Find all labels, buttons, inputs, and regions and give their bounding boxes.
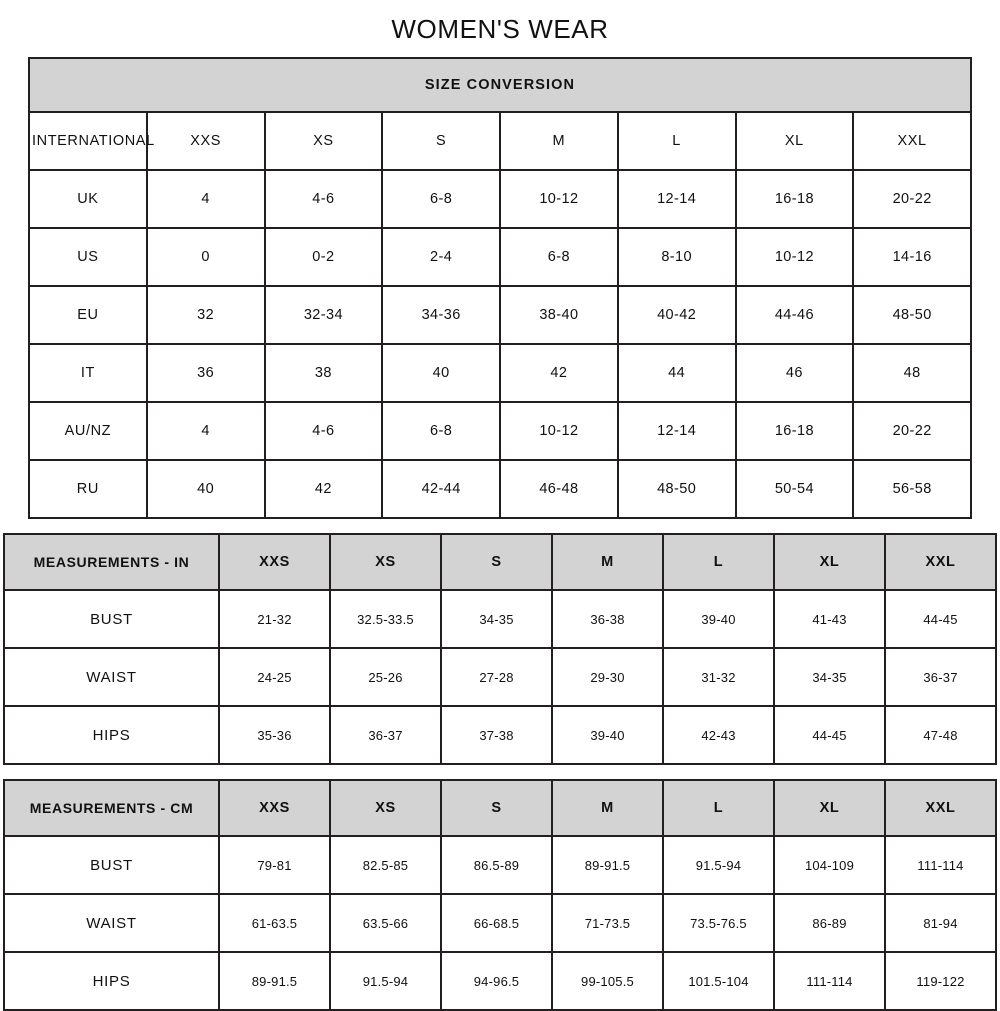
- column-header-in-xl: XL: [774, 534, 885, 590]
- cell-aunz-m: 10-12: [500, 402, 618, 460]
- column-header-in-s: S: [441, 534, 552, 590]
- cell-us-xl: 10-12: [736, 228, 854, 286]
- cell-us-xxs: 0: [147, 228, 265, 286]
- cell-uk-xl: 16-18: [736, 170, 854, 228]
- cell-cm-waist-xs: 63.5-66: [330, 894, 441, 952]
- table-header-row: [29, 112, 971, 170]
- cell-cm-bust-l: 91.5-94: [663, 836, 774, 894]
- cell-cm-waist-xxl: 81-94: [885, 894, 996, 952]
- cell-cm-hips-l: 101.5-104: [663, 952, 774, 1010]
- column-header-cm-xxs: XXS: [219, 780, 330, 836]
- cell-eu-xs: 32-34: [265, 286, 383, 344]
- cell-in-bust-xl: 41-43: [774, 590, 885, 648]
- cell-it-xxs: 36: [147, 344, 265, 402]
- table-row: [29, 170, 971, 228]
- row-label-in-waist: WAIST: [4, 648, 219, 706]
- column-header-cm-xs: XS: [330, 780, 441, 836]
- cell-cm-hips-xs: 91.5-94: [330, 952, 441, 1010]
- cell-cm-bust-xxl: 111-114: [885, 836, 996, 894]
- cell-aunz-xxl: 20-22: [853, 402, 971, 460]
- row-label-in-bust: BUST: [4, 590, 219, 648]
- cell-in-hips-xl: 44-45: [774, 706, 885, 764]
- row-label-ru: RU: [29, 460, 147, 518]
- cell-cm-waist-xl: 86-89: [774, 894, 885, 952]
- cell-eu-xxl: 48-50: [853, 286, 971, 344]
- cell-ru-xxl: 56-58: [853, 460, 971, 518]
- column-header-international: INTERNATIONAL: [29, 112, 147, 170]
- column-header-cm-l: L: [663, 780, 774, 836]
- cell-in-waist-s: 27-28: [441, 648, 552, 706]
- table-header-row: [4, 534, 996, 590]
- row-label-uk: UK: [29, 170, 147, 228]
- size-conversion-table: [28, 57, 972, 519]
- table-row: [4, 648, 996, 706]
- cell-aunz-l: 12-14: [618, 402, 736, 460]
- cell-cm-bust-s: 86.5-89: [441, 836, 552, 894]
- cell-in-bust-s: 34-35: [441, 590, 552, 648]
- cell-it-s: 40: [382, 344, 500, 402]
- cell-cm-bust-xl: 104-109: [774, 836, 885, 894]
- table-row: [4, 952, 996, 1010]
- table-row: [4, 894, 996, 952]
- column-header-xs: XS: [265, 112, 383, 170]
- column-header-s: S: [382, 112, 500, 170]
- cell-cm-waist-s: 66-68.5: [441, 894, 552, 952]
- row-label-it: IT: [29, 344, 147, 402]
- cell-in-waist-xl: 34-35: [774, 648, 885, 706]
- table-header-row: [4, 780, 996, 836]
- cell-in-hips-m: 39-40: [552, 706, 663, 764]
- table-row: [4, 706, 996, 764]
- column-header-cm-xl: XL: [774, 780, 885, 836]
- cell-in-hips-l: 42-43: [663, 706, 774, 764]
- cell-eu-l: 40-42: [618, 286, 736, 344]
- cell-eu-s: 34-36: [382, 286, 500, 344]
- cell-cm-hips-s: 94-96.5: [441, 952, 552, 1010]
- table-row: [29, 402, 971, 460]
- cell-cm-hips-xxs: 89-91.5: [219, 952, 330, 1010]
- cell-ru-xxs: 40: [147, 460, 265, 518]
- column-header-xl: XL: [736, 112, 854, 170]
- column-header-xxs: XXS: [147, 112, 265, 170]
- column-header-cm-s: S: [441, 780, 552, 836]
- cell-cm-hips-xxl: 119-122: [885, 952, 996, 1010]
- table-row: [4, 590, 996, 648]
- table-row: [29, 344, 971, 402]
- cell-eu-xxs: 32: [147, 286, 265, 344]
- cell-uk-s: 6-8: [382, 170, 500, 228]
- cell-us-s: 2-4: [382, 228, 500, 286]
- row-label-us: US: [29, 228, 147, 286]
- table-row: [29, 460, 971, 518]
- row-label-eu: EU: [29, 286, 147, 344]
- column-header-xxl: XXL: [853, 112, 971, 170]
- column-header-cm-xxl: XXL: [885, 780, 996, 836]
- cell-cm-waist-xxs: 61-63.5: [219, 894, 330, 952]
- column-header-l: L: [618, 112, 736, 170]
- cell-in-hips-s: 37-38: [441, 706, 552, 764]
- cell-aunz-s: 6-8: [382, 402, 500, 460]
- column-header-measurements-cm: MEASUREMENTS - CM: [4, 780, 219, 836]
- table-banner-row: [29, 58, 971, 112]
- cell-us-m: 6-8: [500, 228, 618, 286]
- measurements-cm-table: [3, 779, 997, 1011]
- cell-aunz-xl: 16-18: [736, 402, 854, 460]
- column-header-in-xs: XS: [330, 534, 441, 590]
- cell-aunz-xs: 4-6: [265, 402, 383, 460]
- cell-in-bust-xs: 32.5-33.5: [330, 590, 441, 648]
- cell-uk-l: 12-14: [618, 170, 736, 228]
- cell-it-xl: 46: [736, 344, 854, 402]
- cell-eu-xl: 44-46: [736, 286, 854, 344]
- cell-cm-hips-xl: 111-114: [774, 952, 885, 1010]
- cell-cm-bust-xs: 82.5-85: [330, 836, 441, 894]
- cell-ru-l: 48-50: [618, 460, 736, 518]
- row-label-cm-waist: WAIST: [4, 894, 219, 952]
- column-header-in-m: M: [552, 534, 663, 590]
- cell-in-bust-xxs: 21-32: [219, 590, 330, 648]
- cell-in-waist-xs: 25-26: [330, 648, 441, 706]
- cell-cm-waist-m: 71-73.5: [552, 894, 663, 952]
- page-title: WOMEN'S WEAR: [391, 14, 609, 44]
- cell-in-hips-xxs: 35-36: [219, 706, 330, 764]
- row-label-cm-bust: BUST: [4, 836, 219, 894]
- cell-in-hips-xs: 36-37: [330, 706, 441, 764]
- column-header-in-xxs: XXS: [219, 534, 330, 590]
- measurements-inches-table: [3, 533, 997, 765]
- cell-it-l: 44: [618, 344, 736, 402]
- cell-aunz-xxs: 4: [147, 402, 265, 460]
- cell-in-bust-l: 39-40: [663, 590, 774, 648]
- row-label-cm-hips: HIPS: [4, 952, 219, 1010]
- cell-in-hips-xxl: 47-48: [885, 706, 996, 764]
- cell-cm-bust-xxs: 79-81: [219, 836, 330, 894]
- row-label-in-hips: HIPS: [4, 706, 219, 764]
- cell-ru-xs: 42: [265, 460, 383, 518]
- size-conversion-banner: SIZE CONVERSION: [29, 58, 971, 112]
- cell-uk-m: 10-12: [500, 170, 618, 228]
- column-header-measurements-in: MEASUREMENTS - IN: [4, 534, 219, 590]
- cell-it-xs: 38: [265, 344, 383, 402]
- cell-ru-s: 42-44: [382, 460, 500, 518]
- cell-in-bust-xxl: 44-45: [885, 590, 996, 648]
- cell-in-waist-xxl: 36-37: [885, 648, 996, 706]
- cell-it-m: 42: [500, 344, 618, 402]
- table-row: [29, 228, 971, 286]
- cell-ru-m: 46-48: [500, 460, 618, 518]
- cell-eu-m: 38-40: [500, 286, 618, 344]
- cell-in-waist-l: 31-32: [663, 648, 774, 706]
- row-label-aunz: AU/NZ: [29, 402, 147, 460]
- cell-cm-bust-m: 89-91.5: [552, 836, 663, 894]
- cell-ru-xl: 50-54: [736, 460, 854, 518]
- cell-us-xs: 0-2: [265, 228, 383, 286]
- column-header-m: M: [500, 112, 618, 170]
- table-row: [4, 836, 996, 894]
- table-row: [29, 286, 971, 344]
- column-header-in-l: L: [663, 534, 774, 590]
- cell-in-waist-m: 29-30: [552, 648, 663, 706]
- cell-us-xxl: 14-16: [853, 228, 971, 286]
- cell-cm-hips-m: 99-105.5: [552, 952, 663, 1010]
- cell-in-bust-m: 36-38: [552, 590, 663, 648]
- cell-in-waist-xxs: 24-25: [219, 648, 330, 706]
- column-header-in-xxl: XXL: [885, 534, 996, 590]
- cell-us-l: 8-10: [618, 228, 736, 286]
- column-header-cm-m: M: [552, 780, 663, 836]
- cell-uk-xs: 4-6: [265, 170, 383, 228]
- cell-uk-xxl: 20-22: [853, 170, 971, 228]
- cell-cm-waist-l: 73.5-76.5: [663, 894, 774, 952]
- cell-it-xxl: 48: [853, 344, 971, 402]
- cell-uk-xxs: 4: [147, 170, 265, 228]
